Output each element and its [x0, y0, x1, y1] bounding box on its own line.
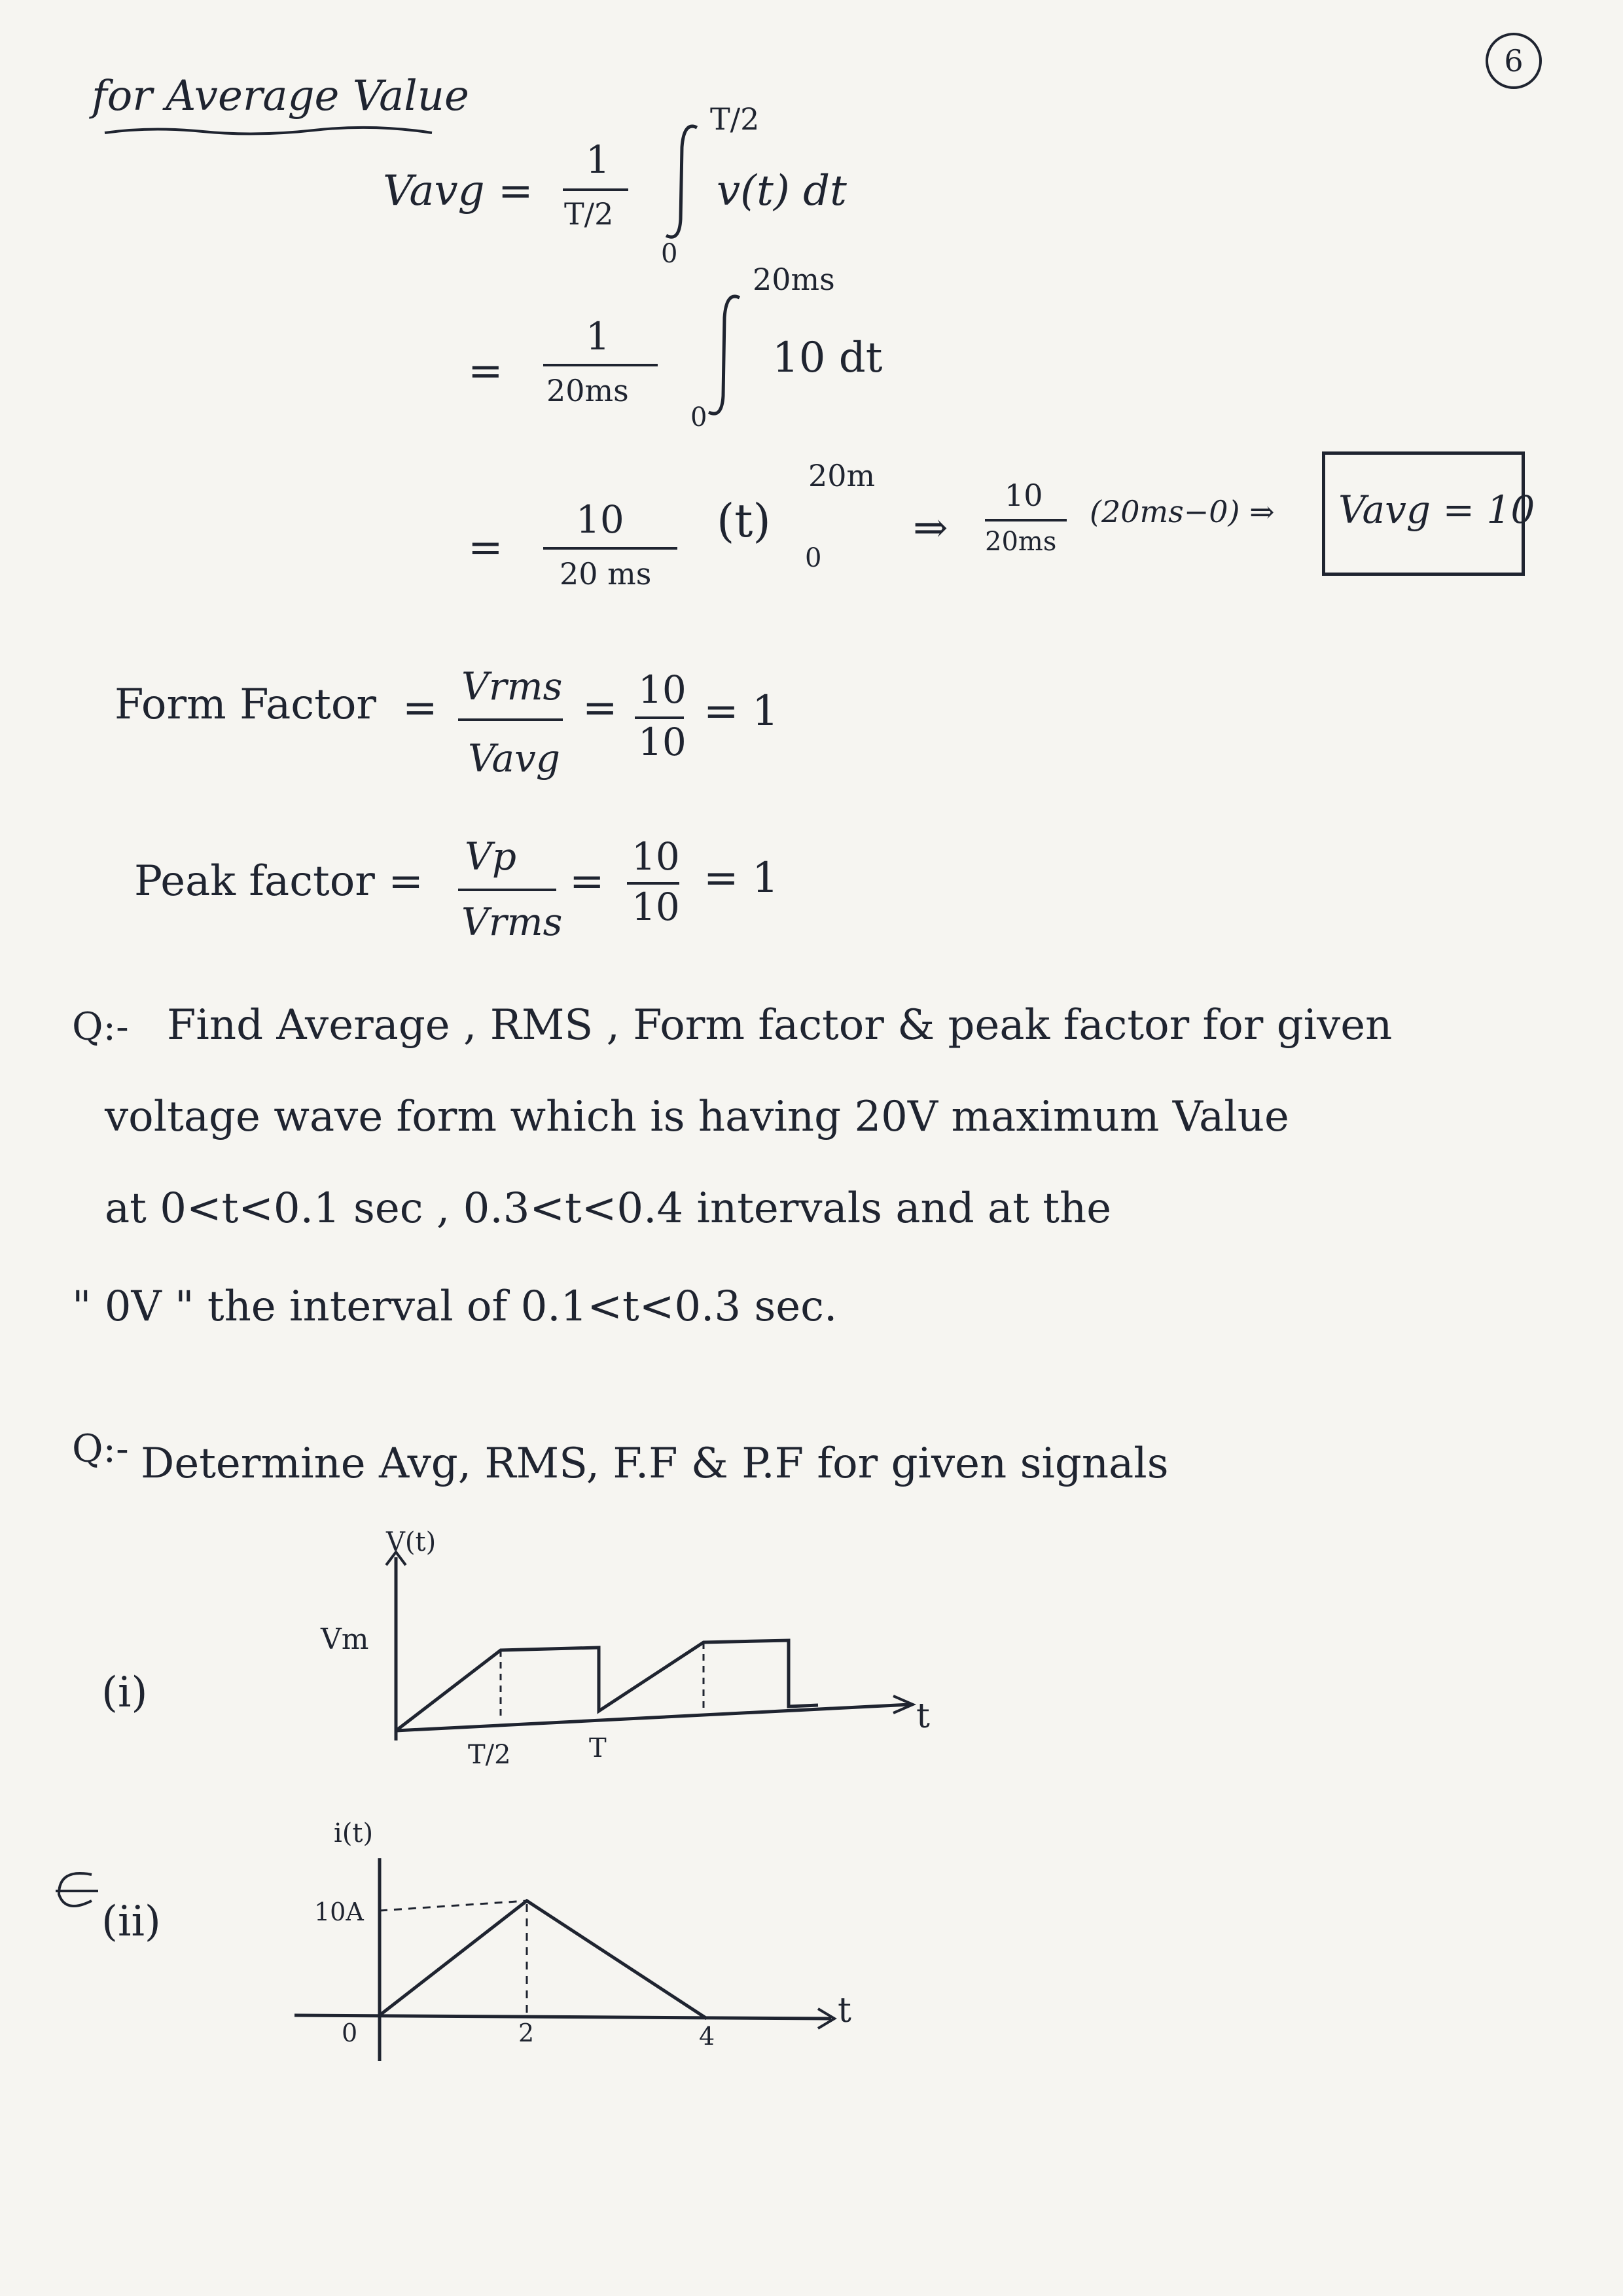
eq3-paren: (t)	[717, 494, 771, 548]
eq1-integrand: v(t) dt	[717, 167, 847, 215]
pf-eq2: =	[569, 857, 605, 906]
vavg-result: Vavg = 10	[1338, 487, 1535, 532]
ff-bar	[458, 718, 563, 721]
eq1-den: T/2	[564, 196, 614, 232]
graph1-x-axis-label: t	[916, 1697, 930, 1736]
eq3-num: 10	[576, 497, 624, 542]
eq1-upper: T/2	[710, 101, 760, 137]
peak-factor-label: Peak factor =	[134, 857, 423, 906]
graph2-x-tick-0: 0	[342, 2019, 358, 2047]
pf-result: = 1	[704, 854, 779, 902]
pf-num: Vp	[465, 834, 517, 879]
q2-prefix: Q:-	[72, 1426, 129, 1471]
q1-line-2: voltage wave form which is having 20V maximum Value	[105, 1093, 1289, 1141]
graph1-label: (i)	[101, 1669, 148, 1717]
eq3-num2: 10	[1005, 478, 1043, 513]
graph2-x-axis-label: t	[838, 1991, 851, 2030]
graph2-label: (ii)	[101, 1898, 161, 1946]
eq3-sup: 20m	[808, 458, 876, 493]
eq2-integrand: 10 dt	[772, 334, 883, 382]
graph2-y-tick: 10A	[314, 1898, 364, 1926]
graph2-x-tick-2: 2	[518, 2019, 535, 2047]
eq1-bar	[563, 188, 628, 191]
eq2-equals: =	[468, 347, 503, 395]
graph2-marker	[46, 1862, 105, 1920]
q2-text: Determine Avg, RMS, F.F & P.F for given signals	[141, 1439, 1169, 1488]
graph1-y-tick: Vm	[321, 1623, 369, 1656]
eq1-lower: 0	[661, 239, 678, 269]
pf-den: Vrms	[461, 900, 563, 944]
graph1-y-axis-label: V(t)	[386, 1527, 437, 1557]
graph2-waveform	[380, 1901, 707, 2019]
graph1-x-tick-half: T/2	[468, 1740, 511, 1770]
q1-prefix: Q:-	[72, 1004, 129, 1049]
ff-num: Vrms	[461, 664, 563, 709]
ff-den2: 10	[638, 720, 687, 764]
graph2-x-tick-4: 4	[699, 2022, 715, 2051]
ff-result: = 1	[704, 687, 779, 735]
q1-line-4: " 0V " the interval of 0.1<t<0.3 sec.	[72, 1282, 838, 1331]
integral-sign-1	[661, 121, 707, 245]
page-number: 6	[1486, 33, 1542, 89]
eq3-equals: =	[468, 523, 503, 572]
eq3-bar2	[985, 519, 1067, 521]
eq3-den: 20 ms	[560, 556, 652, 592]
graph1-x-tick-T: T	[589, 1733, 607, 1763]
graph2-x-axis	[294, 2015, 831, 2019]
average-heading: for Average Value	[92, 72, 469, 120]
graph2-plot	[288, 1799, 910, 2094]
eq2-upper: 20ms	[753, 262, 835, 297]
vavg-lhs: Vavg =	[383, 167, 533, 215]
pf-num2: 10	[632, 834, 680, 879]
integral-sign-2	[704, 291, 749, 422]
graph1-plot	[308, 1511, 995, 1793]
eq1-num: 1	[586, 137, 610, 182]
ff-num2: 10	[638, 667, 687, 712]
eq3-sub: 0	[805, 543, 822, 573]
eq3-den2: 20ms	[985, 527, 1057, 557]
graph2-y-axis-label: i(t)	[334, 1818, 374, 1848]
eq2-num: 1	[586, 314, 610, 359]
ff-eq2: =	[582, 684, 618, 732]
eq2-bar	[543, 364, 658, 366]
eq3-bar	[543, 547, 677, 550]
ff-den: Vavg	[468, 736, 561, 781]
heading-underline	[98, 121, 438, 141]
form-factor-label: Form Factor	[115, 680, 376, 729]
pf-bar	[458, 889, 556, 891]
eq3-arrow: ⇒	[913, 504, 948, 552]
q1-line-3: at 0<t<0.1 sec , 0.3<t<0.4 intervals and at the	[105, 1184, 1112, 1233]
eq3-tail: (20ms−0) ⇒	[1090, 494, 1275, 529]
graph1-waveform	[396, 1640, 818, 1731]
graph1-x-axis	[396, 1704, 910, 1731]
graph2-dash-peak	[380, 1901, 527, 1911]
eq2-lower: 0	[690, 402, 707, 433]
ff-bar2	[635, 716, 684, 719]
form-factor-equals: =	[402, 684, 438, 732]
eq2-den: 20ms	[546, 373, 629, 408]
q1-line-1: Find Average , RMS , Form factor & peak factor for given	[167, 1001, 1393, 1050]
pf-den2: 10	[632, 885, 680, 929]
